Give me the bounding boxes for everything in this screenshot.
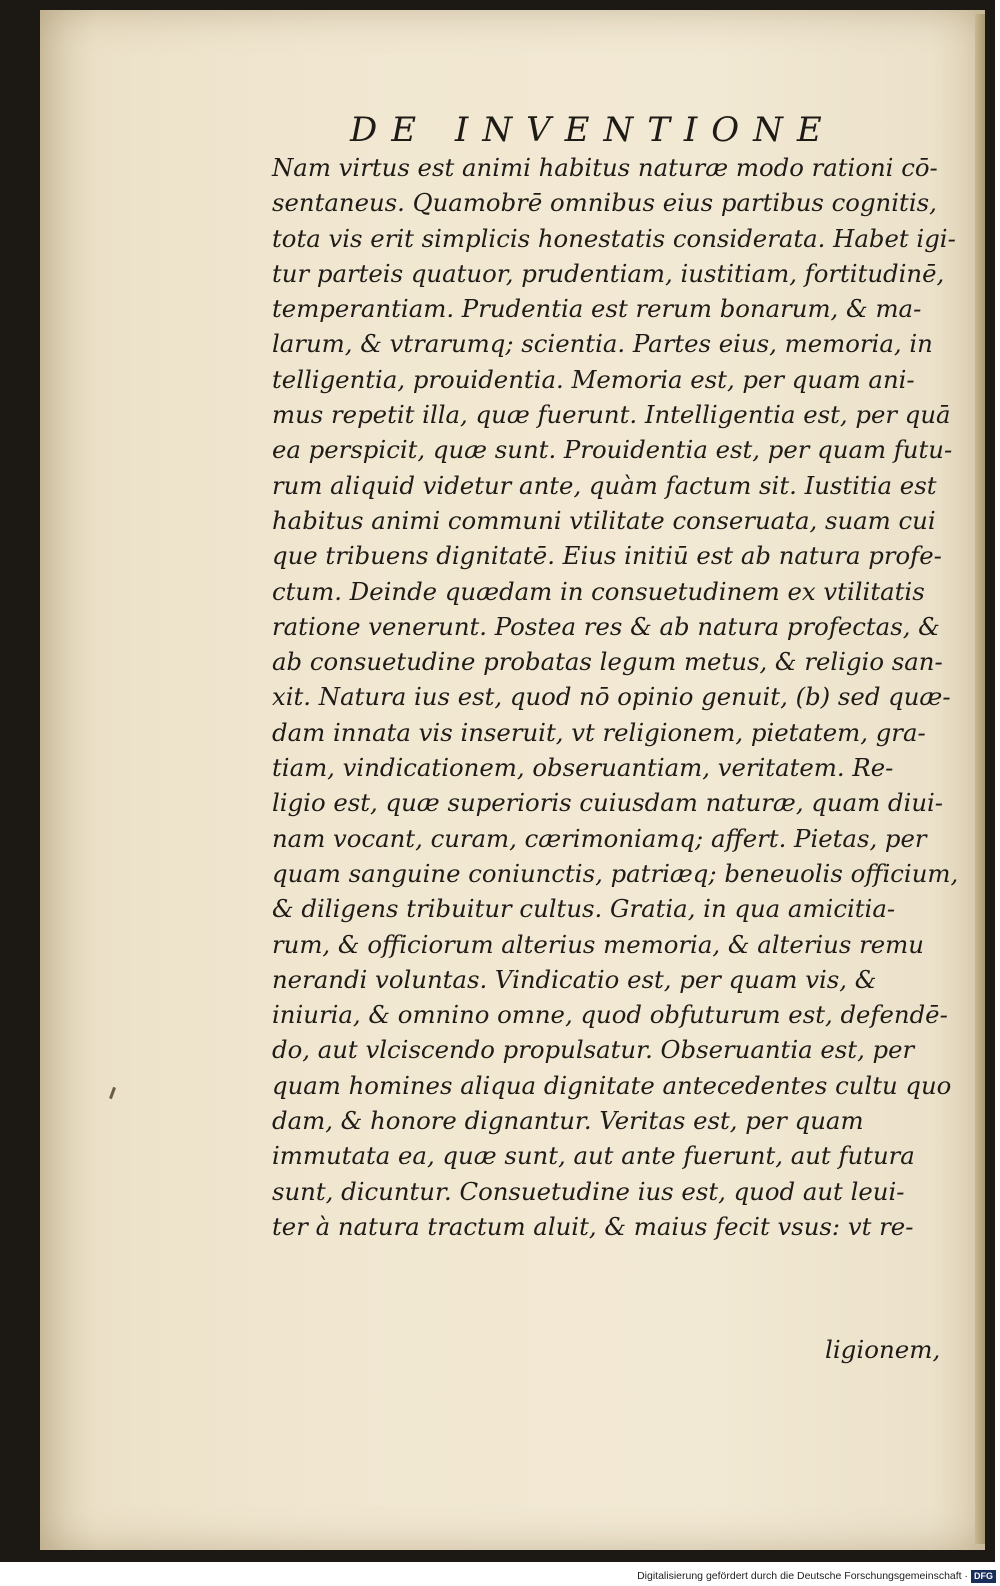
footer-credit [0,1566,996,1586]
text-line: que tribuens dignitatē. Eius initiū est ab natura profe- [272,541,942,571]
text-line: telligentia, prouidentia. Memoria est, per quam ani- [272,364,915,394]
text-line: tur parteis quatuor, prudentiam, iustitiam, fortitudinē, [272,258,945,288]
text-line: sunt, dicuntur. Consuetudine ius est, quod aut leui- [272,1176,905,1206]
text-line: ctum. Deinde quædam in consuetudinem ex vtilitatis [272,576,925,606]
text-line: quam homines aliqua dignitate antecedentes cultu quo [272,1070,952,1100]
text-line: mus repetit illa, quæ fuerunt. Intelligentia est, per quā [272,400,951,430]
text-line: tiam, vindicationem, obseruantiam, veritatem. Re- [272,753,894,783]
text-line: xit. Natura ius est, quod nō opinio genuit, (b) sed quæ- [272,682,951,712]
text-line: rum, & officiorum alterius memoria, & alterius remu [272,929,924,959]
text-line: temperantiam. Prudentia est rerum bonarum, & ma- [272,294,922,324]
book-page [40,10,985,1550]
dfg-logo: DFG [971,1570,996,1583]
text-line: Nam virtus est animi habitus naturæ modo rationi cō- [272,153,938,182]
text-line: dam, & honore dignantur. Veritas est, per quam [272,1106,864,1136]
text-line: habitus animi communi vtilitate conseruata, suam cui [272,505,936,535]
text-line: & diligens tribuitur cultus. Gratia, in qua amicitia- [272,894,896,924]
page-edge [975,14,985,1544]
text-line: ratione venerunt. Postea res & ab natura profectas, & [272,611,940,641]
text-line: quam sanguine coniunctis, patriæq; beneuolis officium, [272,858,959,888]
footer-text: Digitalisierung gefördert durch die Deutsche Forschungsgemeinschaft · [637,1570,968,1582]
text-line: nam vocant, curam, cærimoniamq; affert. Pietas, per [272,823,927,853]
text-line: tota vis erit simplicis honestatis considerata. Habet igi- [272,223,956,253]
text-line: sentaneus. Quamobrē omnibus eius partibus cognitis, [272,188,937,218]
text-line: dam innata vis inseruit, vt religionem, pietatem, gra- [272,717,926,747]
catchword: ligionem, [825,1335,941,1364]
text-line: larum, & vtrarumq; scientia. Partes eius, memoria, in [272,329,933,359]
text-line: ea perspicit, quæ sunt. Prouidentia est, per quam futu- [272,435,953,465]
text-line: ligio est, quæ superioris cuiusdam naturæ, quam diui- [272,788,944,818]
text-line: rum aliquid videtur ante, quàm factum sit. Iustitia est [272,470,937,500]
text-line: nerandi voluntas. Vindicatio est, per quam vis, & [272,964,877,994]
text-line: immutata ea, quæ sunt, aut ante fuerunt, aut futura [272,1141,915,1171]
text-line: iniuria, & omnino omne, quod obfuturum est, defendē- [272,1000,948,1030]
body-text [272,150,982,1244]
text-line: do, aut vlciscendo propulsatur. Obseruantia est, per [272,1035,915,1065]
text-line: ab consuetudine probatas legum metus, & religio san- [272,647,943,677]
running-head: DE INVENTIONE [350,110,836,150]
margin-mark [109,1087,116,1099]
text-line: ter à natura tractum aluit, & maius fecit vsus: vt re- [272,1211,914,1241]
